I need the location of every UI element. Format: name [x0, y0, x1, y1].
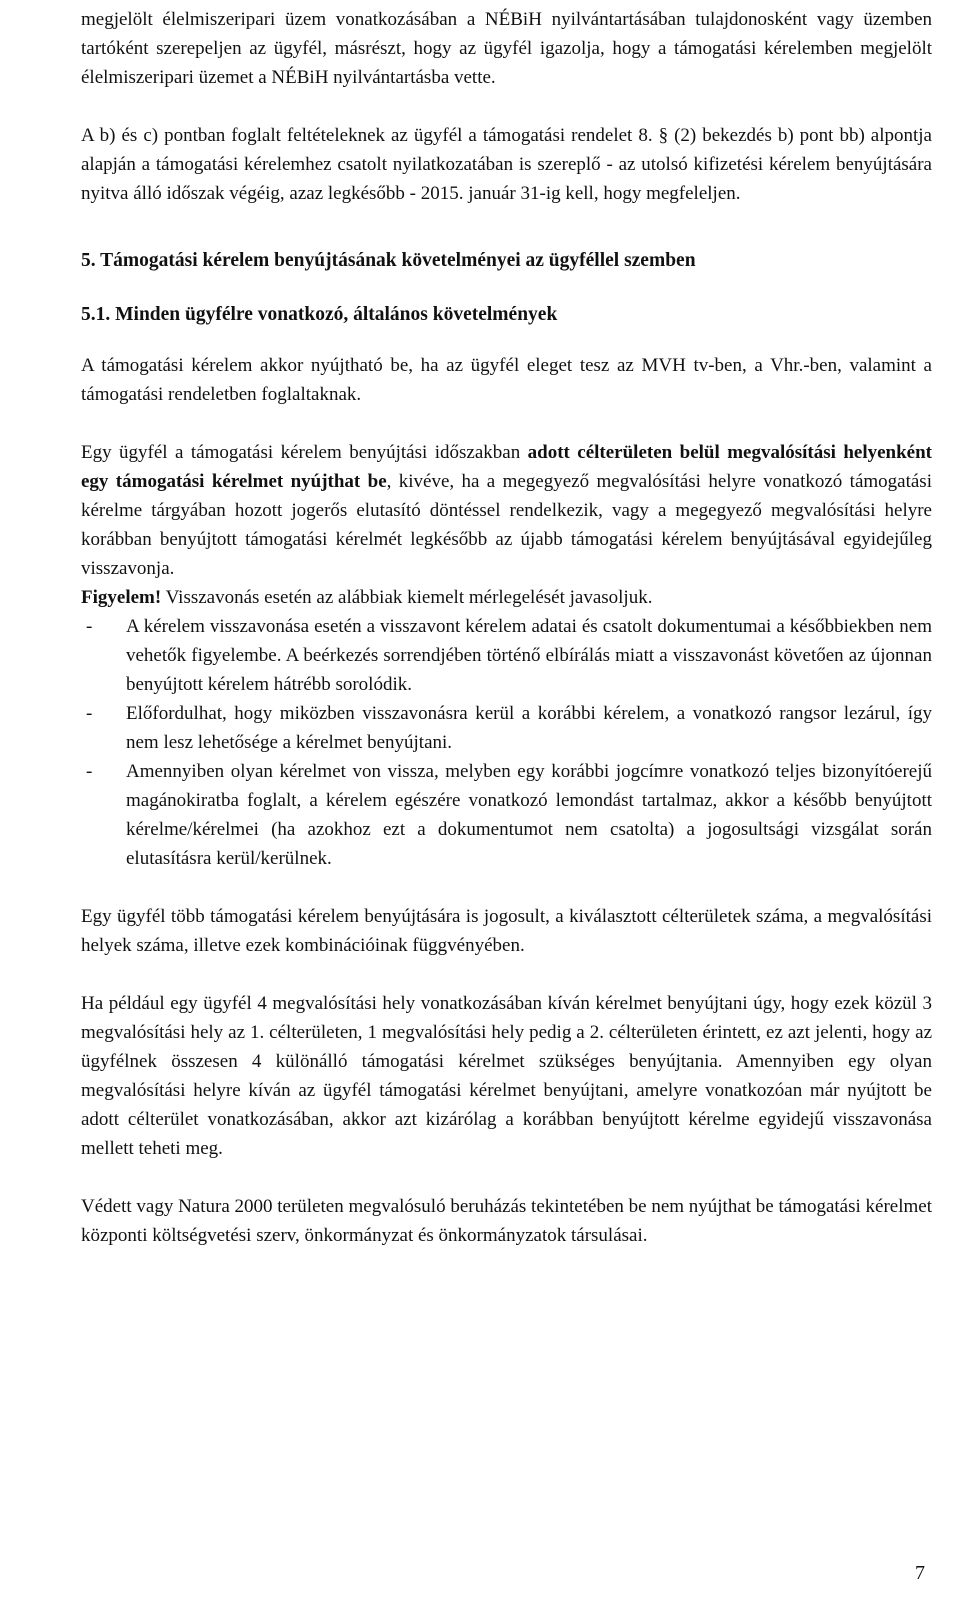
bullet-dash: -	[86, 703, 93, 724]
bullet-text-1: A kérelem visszavonása esetén a visszavont kérelem adatai és csatolt dokumentumai a későbbiekben nem vehetők figyelembe. A beérkezés sorrendjében történő elbírálás miatt a visszavonást követően az újonnan benyújtott kérelem hátrébb sorolódik.	[126, 616, 932, 695]
p4-start: Egy ügyfél a támogatási kérelem benyújtási időszakban	[81, 442, 528, 463]
bullet-text-2: Előfordulhat, hogy miközben visszavonásra kerül a korábbi kérelem, a vonatkozó rangsor lezárul, így nem lesz lehetősége a kérelmet benyújtani.	[126, 703, 932, 753]
warning-text: Visszavonás esetén az alábbiak kiemelt mérlegelését javasoljuk.	[161, 587, 653, 608]
p4-bold-text: adott célterületen belül megvalósítási helyenként egy támogatási kérelmet nyújthat be	[81, 442, 932, 492]
paragraph-warning	[81, 583, 932, 612]
paragraph-general-requirements: A támogatási kérelem akkor nyújtható be, ha az ügyfél eleget tesz az MVH tv-ben, a Vhr.-ben, valamint a támogatási rendeletben foglaltaknak.	[81, 355, 932, 405]
paragraph-conditions-deadline: A b) és c) pontban foglalt feltételeknek az ügyfél a támogatási rendelet 8. § (2) bekezdés b) pont bb) alpontja alapján a támogatási kérelemhez csatolt nyilatkozatában is szereplő - az utolsó kifizetési kérelem benyújtására nyitva álló időszak végéig, azaz legkésőbb - 2015. január 31-ig kell, hogy megfeleljen.	[81, 125, 932, 204]
paragraph-one-application-rule	[81, 438, 932, 583]
paragraph-multiple-applications: Egy ügyfél több támogatási kérelem benyújtására is jogosult, a kiválasztott célterületek száma, a megvalósítási helyek száma, illetve ezek kombinációinak függvényében.	[81, 906, 932, 956]
paragraph-natura-2000: Védett vagy Natura 2000 területen megvalósuló beruházás tekintetében be nem nyújthat be támogatási kérelmet központi költségvetési szerv, önkormányzat és önkormányzatok társulásai.	[81, 1196, 933, 1246]
warning-label: Figyelem!	[81, 587, 162, 608]
paragraph-example: Ha például egy ügyfél 4 megvalósítási hely vonatkozásában kíván kérelmet benyújtani úgy, hogy ezek közül 3 megvalósítási hely az 1. célterületen, 1 megvalósítási hely pedig a 2. célterületen érintett, ez azt jelenti, hogy az ügyfélnek összesen 4 különálló támogatási kérelmet szükséges benyújtania. Amennyiben egy olyan megvalósítási helyre kíván az ügyfél támogatási kérelmet benyújtani, amelyre vonatkozóan már nyújtott be adott célterület vonatkozásában, akkor azt kizárólag a korábban benyújtott kérelme egyidejű visszavonása mellett teheti meg.	[81, 993, 932, 1159]
bullet-item-2	[81, 699, 932, 757]
document-page	[81, 5, 932, 1250]
bullet-dash: -	[86, 616, 93, 637]
paragraph-nebih-registration: megjelölt élelmiszeripari üzem vonatkozásában a NÉBiH nyilvántartásában tulajdonosként vagy üzemben tartóként szerepeljen az ügyfél, másrészt, hogy az ügyfél igazolja, hogy a támogatási kérelemben megjelölt élelmiszeripari üzemet a NÉBiH nyilvántartásba vette.	[81, 9, 932, 88]
bullet-text-3: Amennyiben olyan kérelmet von vissza, melyben egy korábbi jogcímre vonatkozó teljes bizonyítóerejű magánokiratba foglalt, a kérelem egészére vonatkozó lemondást tartalmaz, akkor a később benyújtott kérelme/kérelmei (ha azokhoz ezt a dokumentumot nem csatolta) a jogosultsági vizsgálat során elutasításra kerül/kerülnek.	[126, 761, 932, 869]
page-number: 7	[915, 1562, 925, 1584]
bullet-item-3	[81, 757, 932, 873]
bullet-item-1	[81, 612, 932, 699]
bullet-dash: -	[86, 761, 93, 782]
p4-end: , kivéve, ha a megegyező megvalósítási helyre vonatkozó támogatási kérelme tárgyában hozott jogerős elutasító döntéssel rendelkezik, vagy a megegyező megvalósítási helyre korábban benyújtott támogatási kérelmét legkésőbb az újabb támogatási kérelem benyújtásával egyidejűleg visszavonja.	[81, 471, 932, 579]
section-heading-5-1: 5.1. Minden ügyfélre vonatkozó, általános követelmények	[81, 304, 558, 325]
section-heading-5: 5. Támogatási kérelem benyújtásának követelményei az ügyféllel szemben	[81, 250, 696, 271]
